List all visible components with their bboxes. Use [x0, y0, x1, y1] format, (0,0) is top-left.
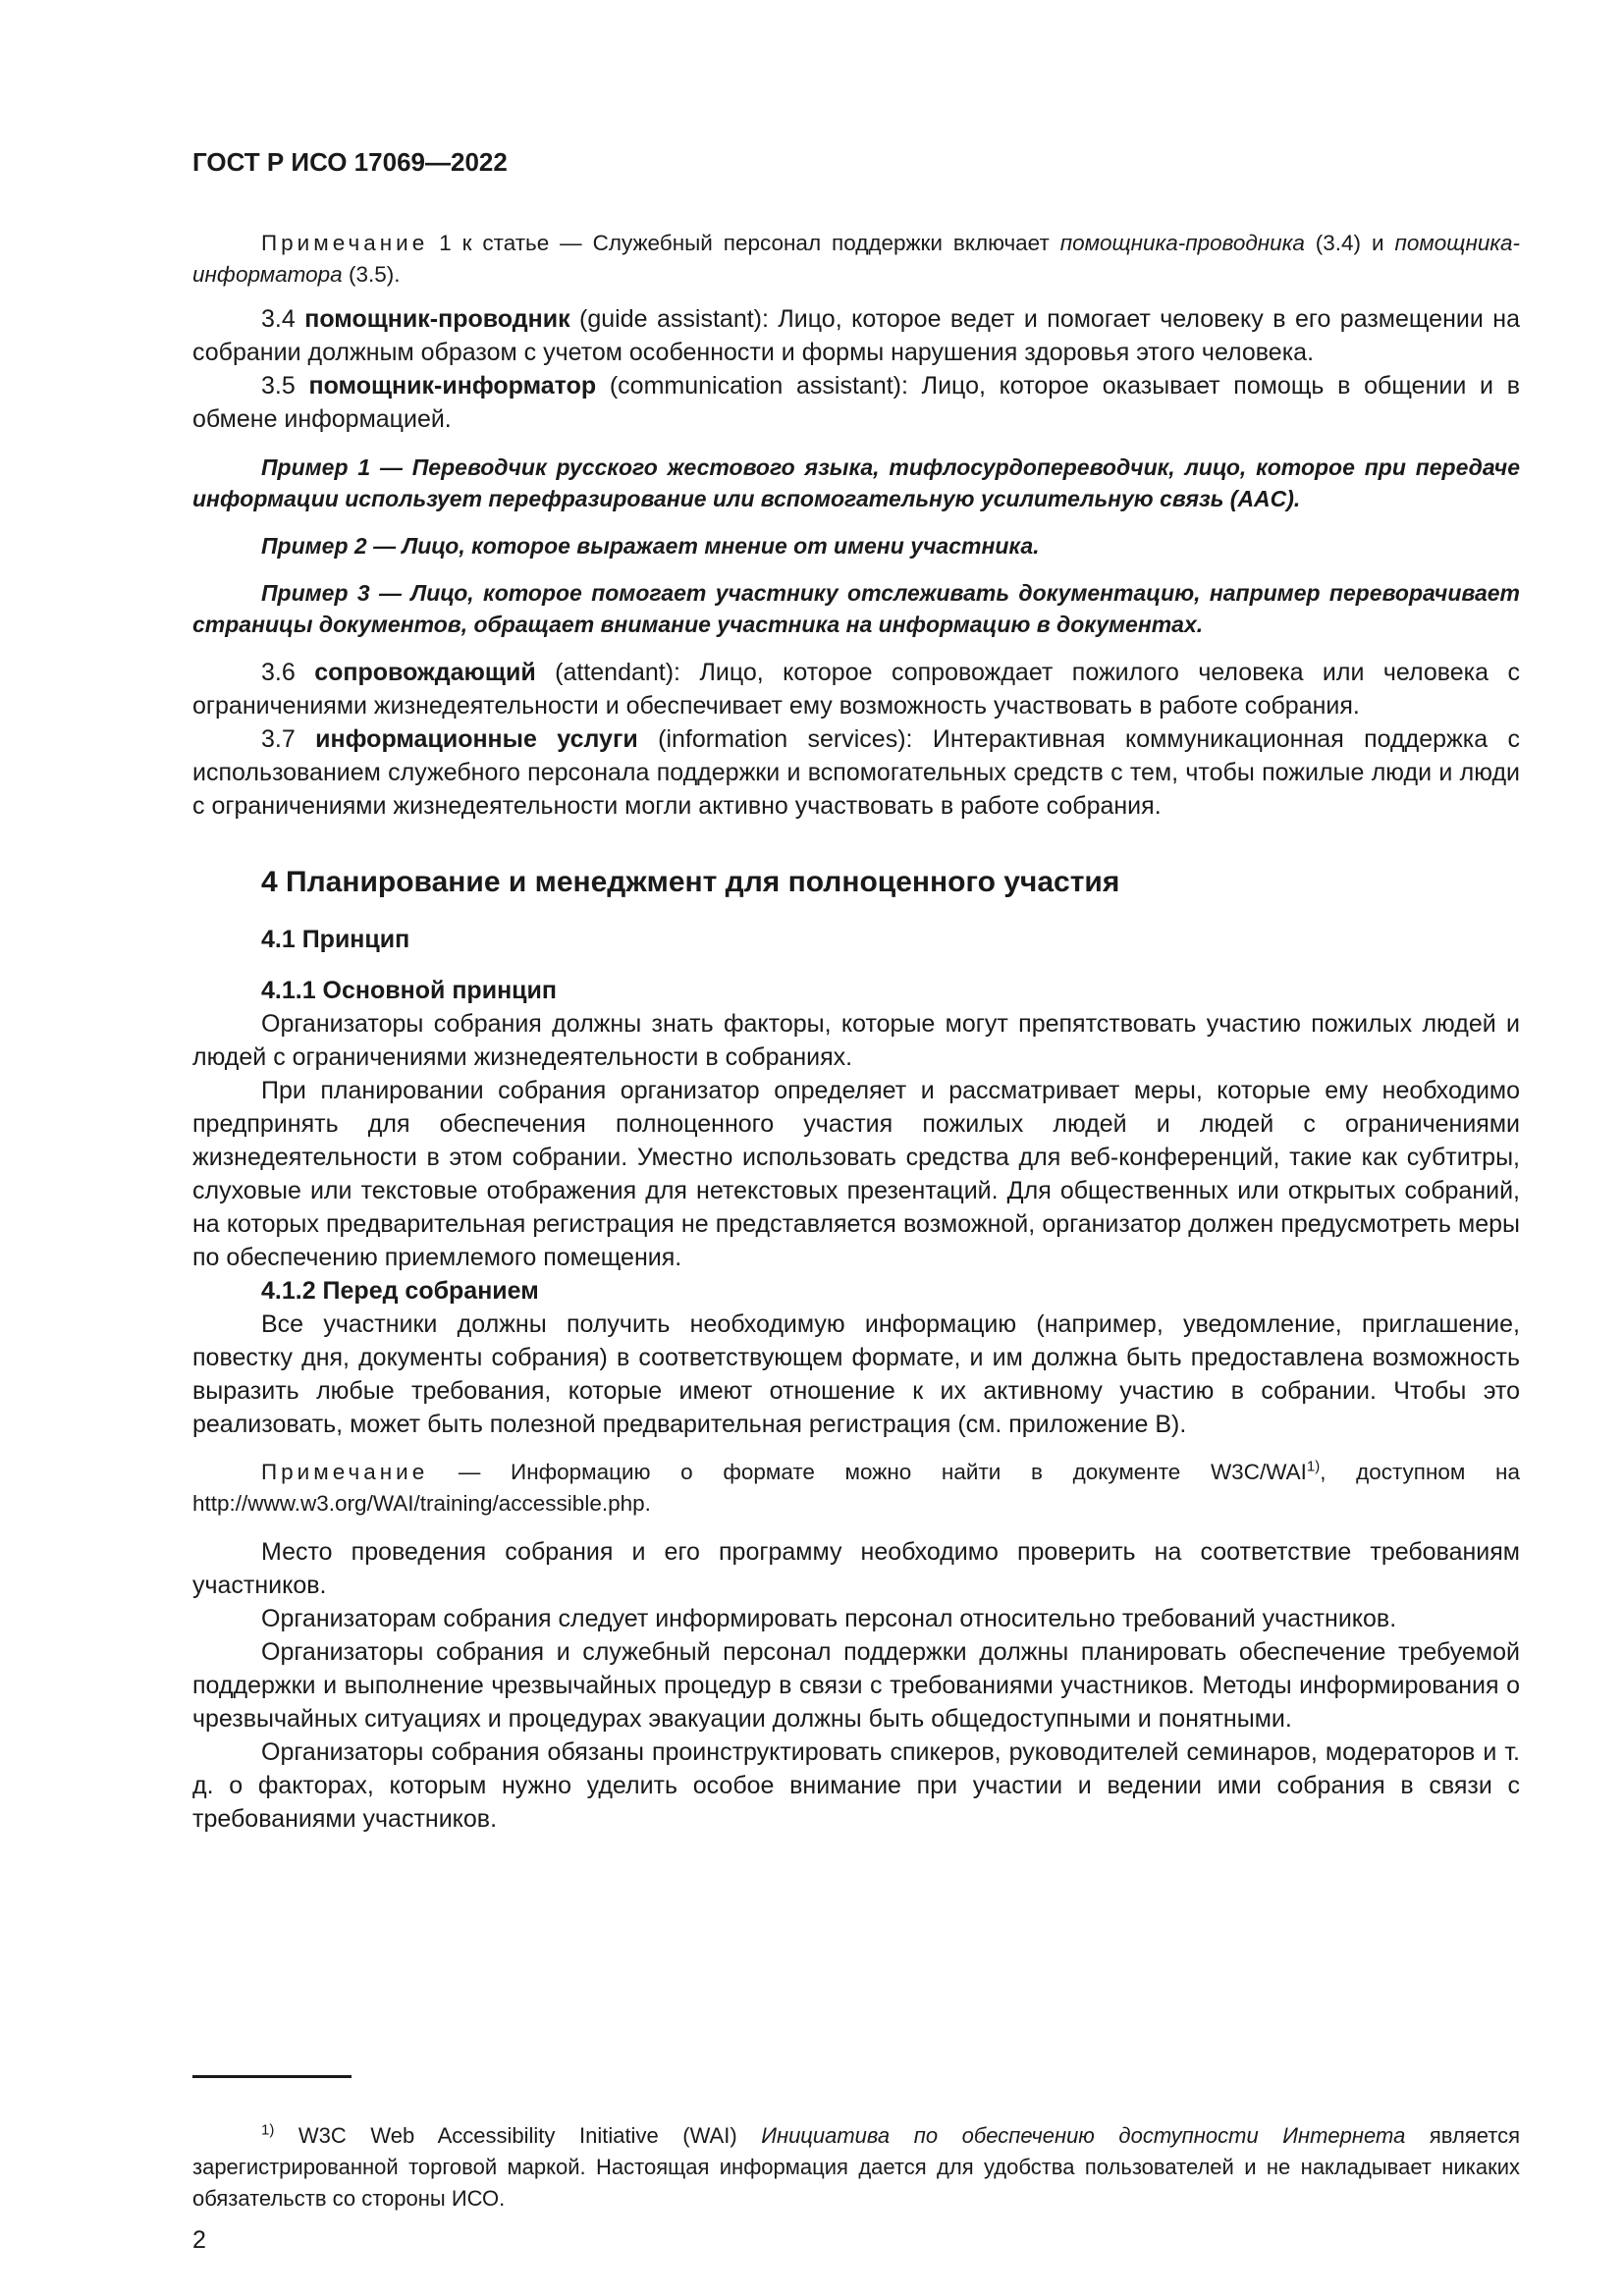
term-3-5 — [192, 369, 1520, 436]
note-text: (3.5). — [342, 262, 401, 287]
note-text: , доступном на http://www.w3.org/WAI/training/accessible.php. — [192, 1460, 1520, 1516]
section-4-heading: 4 Планирование и менеджмент для полноценного участия — [261, 866, 1120, 898]
footnote-mark: 1) — [261, 2121, 275, 2139]
term-name: помощник-информатор — [308, 372, 597, 400]
note-text: (3.4) и — [1304, 231, 1395, 255]
paragraph: Организаторы собрания обязаны проинструктировать спикеров, руководителей семинаров, модераторов и т. д. о факторах, которым нужно уделить особое внимание при участии и ведении ими собрания в связи с требованиями участников. — [192, 1738, 1520, 1833]
section-4-1-1-heading: 4.1.1 Основной принцип — [261, 977, 558, 1004]
format-note — [192, 1457, 1520, 1520]
term-number: 3.7 — [261, 725, 296, 753]
note-to-article — [192, 228, 1520, 291]
note-label: Примечание — [261, 1460, 429, 1484]
note-text: — Информацию о формате можно найти в документе W3C/WAI — [428, 1460, 1307, 1484]
term-definition: (communication assistant): Лицо, которое оказывает помощь в общении и в обмене информацией. — [192, 372, 1520, 433]
paragraph: Организаторы собрания и служебный персонал поддержки должны планировать обеспечение требуемой поддержки и выполнение чрезвычайных процедур в связи с требованиями участников. Методы информирования о чрезвычайных ситуациях и процедурах эвакуации должны быть общедоступными и понятными. — [192, 1638, 1520, 1733]
term-3-6 — [192, 656, 1520, 722]
footnote-separator — [192, 2075, 352, 2078]
footnote-text: является зарегистрированной торговой маркой. Настоящая информация дается для удобства пользователей и не накладывает никаких обязательств со стороны ИСО. — [192, 2123, 1520, 2211]
example-1: Пример 1 — Переводчик русского жестового языка, тифлосурдопереводчик, лицо, которое при передаче информации использует перефразирование или вспомогательную усилительную связь (AAC). — [192, 454, 1520, 511]
note-text: 1 к статье — Служебный персонал поддержки включает — [439, 231, 1060, 255]
example-2: Пример 2 — Лицо, которое выражает мнение от имени участника. — [261, 533, 1040, 559]
footnote-italic: Инициатива по обеспечению доступности Интернета — [761, 2123, 1406, 2148]
section-4-1-heading: 4.1 Принцип — [261, 926, 410, 953]
note-term: помощника-информатора — [192, 231, 1520, 287]
paragraph: Место проведения собрания и его программу необходимо проверить на соответствие требованиям участников. — [192, 1538, 1520, 1599]
term-name: сопровождающий — [314, 659, 536, 686]
footnote-ref: 1) — [1306, 1458, 1321, 1475]
term-name: информационные услуги — [315, 725, 638, 753]
term-definition: (information services): Интерактивная коммуникационная поддержка с использованием служебного персонала поддержки и вспомогательных средств с тем, чтобы пожилые люди и люди с ограничениями жизнедеятельности могли активно участвовать в работе собрания. — [192, 725, 1520, 820]
note-term: помощника-проводника — [1059, 231, 1305, 255]
term-3-7 — [192, 722, 1520, 823]
paragraph: Организаторы собрания должны знать факторы, которые могут препятствовать участию пожилых людей и людей с ограничениями жизнедеятельности в собраниях. — [192, 1010, 1520, 1071]
note-label: Примечание — [261, 231, 429, 255]
example-3: Пример 3 — Лицо, которое помогает участнику отслеживать документацию, например переворачивает страницы документов, обращает внимание участника на информацию в документах. — [192, 580, 1520, 637]
paragraph: При планировании собрания организатор определяет и рассматривает меры, которые ему необходимо предпринять для обеспечения полноценного участия пожилых людей и людей с ограничениями жизнедеятельности в этом собрании. Уместно использовать средства для веб-конференций, такие как субтитры, слуховые или текстовые отображения для нетекстовых презентаций. Для общественных или открытых собраний, на которых предварительная регистрация не представляется возможной, организатор должен предусмотреть меры по обеспечению приемлемого помещения. — [192, 1077, 1520, 1271]
paragraph: Организаторам собрания следует информировать персонал относительно требований участников. — [261, 1605, 1397, 1632]
footnote — [192, 2120, 1520, 2215]
term-definition: (attendant): Лицо, которое сопровождает пожилого человека или человека с ограничениями жизнедеятельности и обеспечивает ему возможность участвовать в работе собрания. — [192, 659, 1520, 720]
term-number: 3.6 — [261, 659, 296, 686]
term-number: 3.5 — [261, 372, 296, 400]
paragraph: Все участники должны получить необходимую информацию (например, уведомление, приглашение, повестку дня, документы собрания) в соответствующем формате, и им должна быть предоставлена возможность выразить любые требования, которые имеют отношение к их активному участию в собрании. Чтобы это реализовать, может быть полезной предварительная регистрация (см. приложение В). — [192, 1310, 1520, 1438]
section-4-1-2-heading: 4.1.2 Перед собранием — [261, 1277, 539, 1305]
footnote-text: W3C Web Accessibility Initiative (WAI) — [274, 2123, 762, 2148]
term-3-4 — [192, 302, 1520, 369]
term-name: помощник-проводник — [304, 305, 570, 333]
document-body — [192, 228, 1520, 1836]
term-number: 3.4 — [261, 305, 296, 333]
page-number: 2 — [192, 2226, 206, 2254]
document-header: ГОСТ Р ИСО 17069—2022 — [192, 147, 508, 177]
term-definition: (guide assistant): Лицо, которое ведет и помогает человеку в его размещении на собрании должным образом с учетом особенности и формы нарушения здоровья этого человека. — [192, 305, 1520, 366]
